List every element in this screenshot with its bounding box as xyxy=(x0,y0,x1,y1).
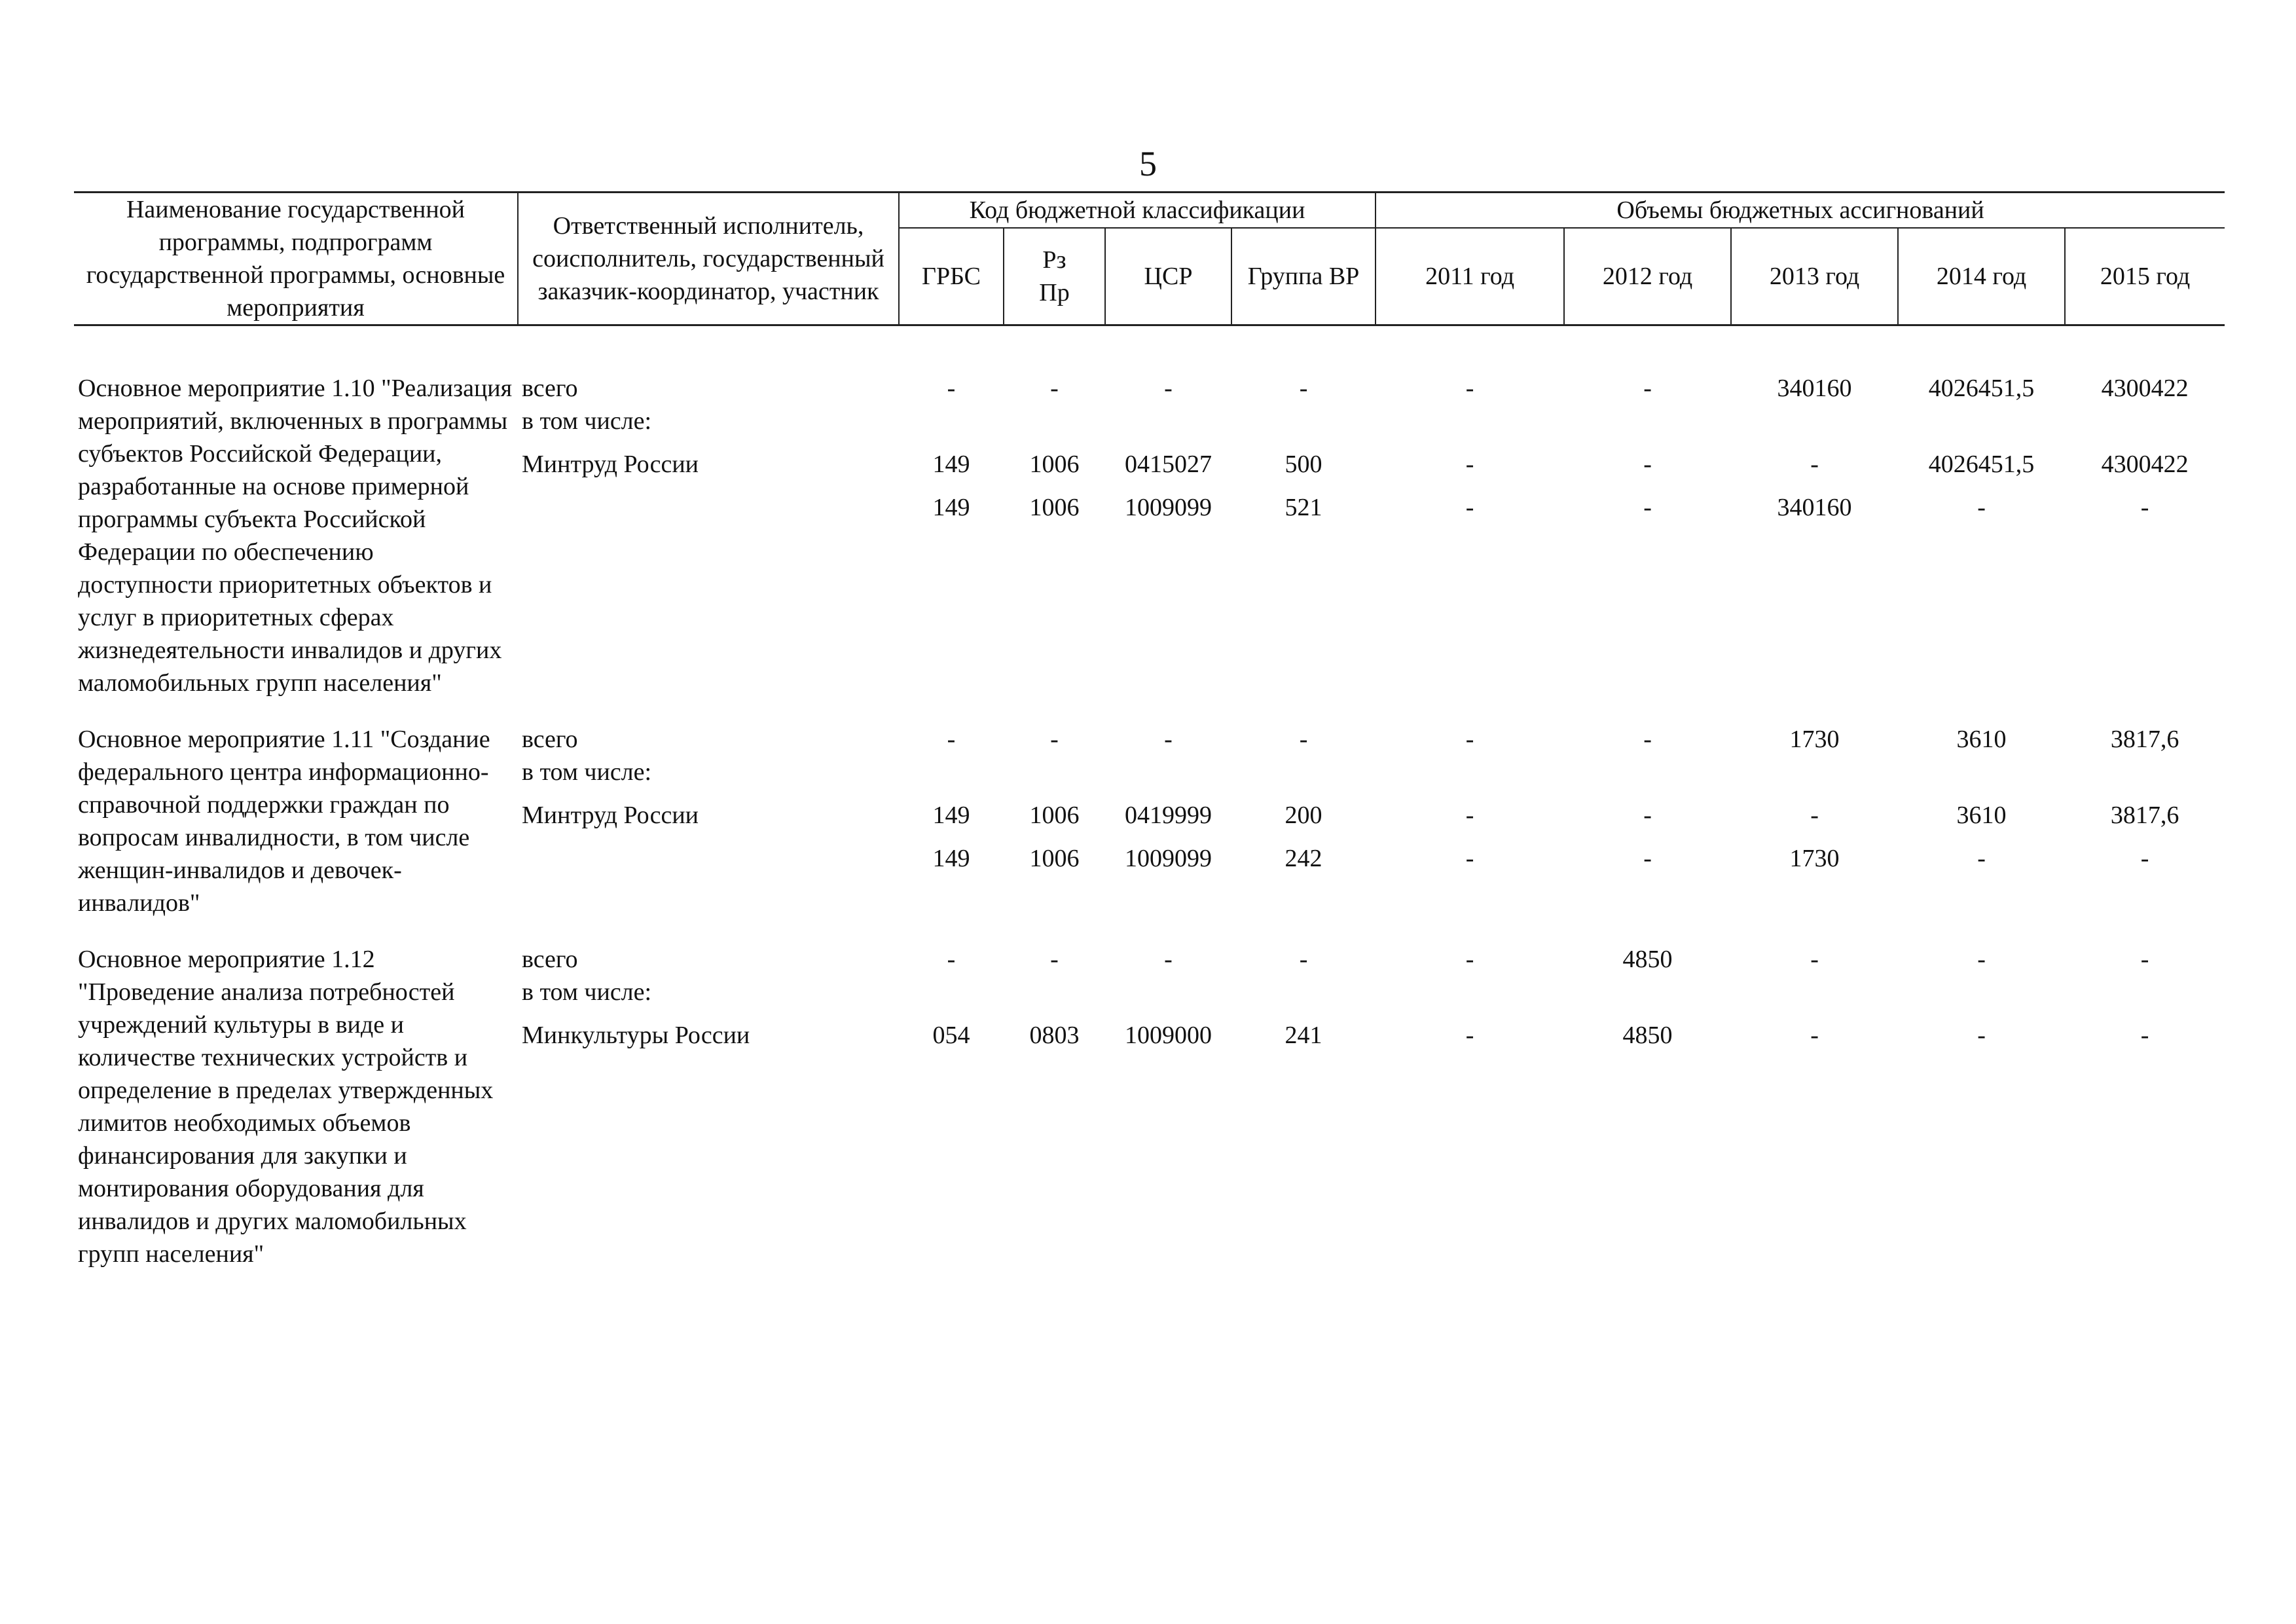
row-value: 242 xyxy=(1285,845,1322,872)
gap xyxy=(1109,788,1228,799)
gap xyxy=(1235,481,1372,491)
gap xyxy=(903,437,1000,448)
total-value: - xyxy=(1299,946,1308,973)
row-value: - xyxy=(1810,451,1819,478)
gap xyxy=(1235,437,1372,448)
page-number: 5 xyxy=(1139,144,1157,183)
gap xyxy=(2069,1008,2221,1019)
value-col-vr xyxy=(1231,723,1376,943)
row-value: 0415027 xyxy=(1125,451,1212,478)
value-col-vr xyxy=(1231,372,1376,723)
value-col-2014 xyxy=(1898,723,2065,943)
row-value: 1006 xyxy=(1029,451,1080,478)
row-value: - xyxy=(1643,802,1652,829)
total-label: всего xyxy=(522,375,578,402)
total-value: 4026451,5 xyxy=(1928,375,2035,402)
header-2015: 2015 год xyxy=(2065,228,2225,325)
row-value: 149 xyxy=(932,845,970,872)
including-label: в том числе: xyxy=(522,978,652,1006)
header-rz: Рз xyxy=(1042,246,1066,274)
header-csr: ЦСР xyxy=(1105,228,1231,325)
gap xyxy=(1235,832,1372,842)
gap xyxy=(1109,437,1228,448)
row-value: 1009099 xyxy=(1125,845,1212,872)
blank-line xyxy=(1902,405,2061,437)
row-value: 521 xyxy=(1285,494,1322,521)
value-col-2011 xyxy=(1376,943,1564,1294)
value-col-grbs xyxy=(899,372,1004,723)
value-col-2012 xyxy=(1564,372,1731,723)
total-value: - xyxy=(1050,726,1059,753)
gap xyxy=(1379,1008,1560,1019)
value-col-2015 xyxy=(2065,723,2225,943)
value-col-2011 xyxy=(1376,723,1564,943)
gap xyxy=(1109,832,1228,842)
total-value: - xyxy=(1164,375,1173,402)
gap xyxy=(903,481,1000,491)
gap xyxy=(1008,1008,1101,1019)
row-value: - xyxy=(2140,494,2149,521)
row-value: 4026451,5 xyxy=(1928,451,2035,478)
gap xyxy=(2069,788,2221,799)
value-col-2012 xyxy=(1564,943,1731,1294)
gap xyxy=(522,788,895,799)
blank-line xyxy=(1735,405,1894,437)
gap xyxy=(1379,437,1560,448)
gap xyxy=(1568,1008,1727,1019)
executor-cell xyxy=(518,943,899,1294)
row-value: - xyxy=(1643,451,1652,478)
gap xyxy=(1109,1008,1228,1019)
value-col-2015 xyxy=(2065,943,2225,1294)
row-value: 340160 xyxy=(1777,494,1852,521)
row-value: - xyxy=(2140,845,2149,872)
blank-line xyxy=(1568,976,1727,1008)
table-row xyxy=(74,372,2225,723)
value-col-rz-pr xyxy=(1004,723,1105,943)
row-value: - xyxy=(1465,802,1474,829)
total-value: - xyxy=(1050,375,1059,402)
gap xyxy=(1735,437,1894,448)
value-col-2012 xyxy=(1564,723,1731,943)
total-label: всего xyxy=(522,726,578,753)
total-value: 340160 xyxy=(1777,375,1852,402)
blank-line xyxy=(1902,976,2061,1008)
gap xyxy=(2069,481,2221,491)
gap xyxy=(1008,437,1101,448)
blank-line xyxy=(1379,976,1560,1008)
gap xyxy=(1235,1008,1372,1019)
row-value: - xyxy=(1810,1022,1819,1049)
executor-name xyxy=(522,491,895,534)
gap xyxy=(1235,788,1372,799)
gap xyxy=(1902,832,2061,842)
row-value: - xyxy=(1465,494,1474,521)
blank-line xyxy=(1379,756,1560,788)
header-2014: 2014 год xyxy=(1898,228,2065,325)
blank-line xyxy=(903,405,1000,437)
total-value: - xyxy=(1810,946,1819,973)
header-2012: 2012 год xyxy=(1564,228,1731,325)
blank-line xyxy=(1109,976,1228,1008)
total-value: - xyxy=(1299,375,1308,402)
row-value: 1730 xyxy=(1789,845,1840,872)
header-volume-group: Объемы бюджетных ассигнований xyxy=(1376,193,2225,229)
row-value: - xyxy=(1977,494,1986,521)
row-value: 0803 xyxy=(1029,1022,1080,1049)
value-col-grbs xyxy=(899,723,1004,943)
row-value: 054 xyxy=(932,1022,970,1049)
value-col-vr xyxy=(1231,943,1376,1294)
header-2011: 2011 год xyxy=(1376,228,1564,325)
header-rz-pr xyxy=(1004,228,1105,325)
blank-line xyxy=(1008,405,1101,437)
including-label: в том числе: xyxy=(522,758,652,786)
header-grbs: ГРБС xyxy=(899,228,1004,325)
row-value: - xyxy=(1977,1022,1986,1049)
table-row xyxy=(74,723,2225,943)
row-value: 4300422 xyxy=(2101,451,2189,478)
blank-line xyxy=(903,756,1000,788)
executor-name: Минтруд России xyxy=(522,451,699,478)
total-value: 4850 xyxy=(1622,946,1673,973)
executor-name: Минтруд России xyxy=(522,802,699,829)
gap xyxy=(1379,788,1560,799)
gap xyxy=(1568,437,1727,448)
header-executor: Ответственный исполнитель, соисполнитель, государственный заказчик-координатор, участник xyxy=(518,193,899,325)
gap xyxy=(903,832,1000,842)
gap xyxy=(903,788,1000,799)
activity-name: Основное мероприятие 1.10 "Реализация мероприятий, включенных в программы субъектов Российской Федерации, разработанные на основе примерной программы субъекта Российской Федерации по обеспечению доступности приоритетных объектов и услуг в приоритетных сферах жизнедеятельности инвалидов и других маломобильных групп населения" xyxy=(78,375,513,697)
blank-line xyxy=(1379,405,1560,437)
gap xyxy=(522,437,895,448)
row-value: - xyxy=(1465,1022,1474,1049)
total-value: - xyxy=(1050,946,1059,973)
row-value: 1009099 xyxy=(1125,494,1212,521)
gap xyxy=(1008,481,1101,491)
budget-table xyxy=(74,191,2225,1294)
gap xyxy=(1735,481,1894,491)
row-value: 149 xyxy=(932,494,970,521)
total-value: - xyxy=(1465,726,1474,753)
value-col-2014 xyxy=(1898,372,2065,723)
value-col-rz-pr xyxy=(1004,372,1105,723)
row-value: 241 xyxy=(1285,1022,1322,1049)
value-col-2013 xyxy=(1731,943,1898,1294)
blank-line xyxy=(1735,976,1894,1008)
gap xyxy=(1902,788,2061,799)
blank-line xyxy=(1235,976,1372,1008)
total-value: - xyxy=(1465,375,1474,402)
row-value: 0419999 xyxy=(1125,802,1212,829)
total-value: - xyxy=(947,375,956,402)
gap xyxy=(1568,832,1727,842)
row-value: 3817,6 xyxy=(2110,802,2179,829)
blank-line xyxy=(1902,756,2061,788)
table-row xyxy=(74,943,2225,1294)
executor-cell xyxy=(518,723,899,943)
gap xyxy=(1568,481,1727,491)
row-value: 1009000 xyxy=(1125,1022,1212,1049)
gap xyxy=(1008,832,1101,842)
header-name: Наименование государственной программы, подпрограмм государственной программы, основные мероприятия xyxy=(74,193,518,325)
gap xyxy=(1379,832,1560,842)
blank-line xyxy=(1568,405,1727,437)
total-value: - xyxy=(2140,946,2149,973)
executor-name xyxy=(522,842,895,885)
total-value: - xyxy=(1465,946,1474,973)
gap xyxy=(1735,832,1894,842)
value-col-csr xyxy=(1105,723,1231,943)
gap xyxy=(1379,481,1560,491)
row-value: 149 xyxy=(932,451,970,478)
gap xyxy=(1109,481,1228,491)
gap xyxy=(1902,1008,2061,1019)
gap xyxy=(1568,788,1727,799)
gap xyxy=(522,832,895,842)
blank-line xyxy=(1235,756,1372,788)
total-value: 3610 xyxy=(1956,726,2007,753)
row-value: - xyxy=(1465,845,1474,872)
total-value: 1730 xyxy=(1789,726,1840,753)
row-value: - xyxy=(1977,845,1986,872)
total-value: 3817,6 xyxy=(2110,726,2179,753)
blank-line xyxy=(1109,405,1228,437)
total-value: - xyxy=(947,946,956,973)
total-value: - xyxy=(947,726,956,753)
gap xyxy=(2069,832,2221,842)
total-value: - xyxy=(1164,946,1173,973)
activity-name: Основное мероприятие 1.12 "Проведение анализа потребностей учреждений культуры в виде и количестве технических устройств и определение в пределах утвержденных лимитов необходимых объемов финансирования для закупки и монтирования оборудования для инвалидов и других маломобильных групп населения" xyxy=(78,946,494,1268)
gap xyxy=(1902,481,2061,491)
gap xyxy=(1008,788,1101,799)
header-pr: Пр xyxy=(1039,279,1070,307)
row-value: 4850 xyxy=(1622,1022,1673,1049)
total-value: 4300422 xyxy=(2101,375,2189,402)
blank-line xyxy=(1235,405,1372,437)
total-value: - xyxy=(1164,726,1173,753)
header-vr: Группа ВР xyxy=(1231,228,1376,325)
row-value: 1006 xyxy=(1029,802,1080,829)
total-value: - xyxy=(1977,946,1986,973)
blank-line xyxy=(1109,756,1228,788)
header-2013: 2013 год xyxy=(1731,228,1898,325)
value-col-csr xyxy=(1105,372,1231,723)
row-value: 3610 xyxy=(1956,802,2007,829)
total-value: - xyxy=(1643,375,1652,402)
row-value: 1006 xyxy=(1029,494,1080,521)
executor-name: Минкультуры России xyxy=(522,1022,750,1049)
row-value: - xyxy=(1810,802,1819,829)
blank-line xyxy=(2069,756,2221,788)
gap xyxy=(522,1008,895,1019)
row-value: 1006 xyxy=(1029,845,1080,872)
total-value: - xyxy=(1299,726,1308,753)
value-col-csr xyxy=(1105,943,1231,1294)
blank-line xyxy=(2069,976,2221,1008)
row-value: 200 xyxy=(1285,802,1322,829)
value-col-2014 xyxy=(1898,943,2065,1294)
row-value: - xyxy=(1465,451,1474,478)
blank-line xyxy=(1008,976,1101,1008)
gap xyxy=(1735,1008,1894,1019)
row-value: - xyxy=(1643,845,1652,872)
value-col-2013 xyxy=(1731,372,1898,723)
blank-line xyxy=(1008,756,1101,788)
activity-name: Основное мероприятие 1.11 "Создание федерального центра информационно-справочной поддержки граждан по вопросам инвалидности, в том числе женщин-инвалидов и девочек-инвалидов" xyxy=(78,726,490,917)
blank-line xyxy=(1735,756,1894,788)
value-col-rz-pr xyxy=(1004,943,1105,1294)
gap xyxy=(2069,437,2221,448)
gap xyxy=(1735,788,1894,799)
total-label: всего xyxy=(522,946,578,973)
executor-cell xyxy=(518,372,899,723)
value-col-grbs xyxy=(899,943,1004,1294)
row-value: - xyxy=(1643,494,1652,521)
value-col-2015 xyxy=(2065,372,2225,723)
blank-line xyxy=(2069,405,2221,437)
gap xyxy=(1902,437,2061,448)
row-value: 500 xyxy=(1285,451,1322,478)
row-value: - xyxy=(2140,1022,2149,1049)
total-value: - xyxy=(1643,726,1652,753)
header-code-group: Код бюджетной классификации xyxy=(899,193,1376,229)
including-label: в том числе: xyxy=(522,407,652,435)
blank-line xyxy=(903,976,1000,1008)
gap xyxy=(522,481,895,491)
value-col-2013 xyxy=(1731,723,1898,943)
gap xyxy=(903,1008,1000,1019)
blank-line xyxy=(1568,756,1727,788)
value-col-2011 xyxy=(1376,372,1564,723)
row-value: 149 xyxy=(932,802,970,829)
